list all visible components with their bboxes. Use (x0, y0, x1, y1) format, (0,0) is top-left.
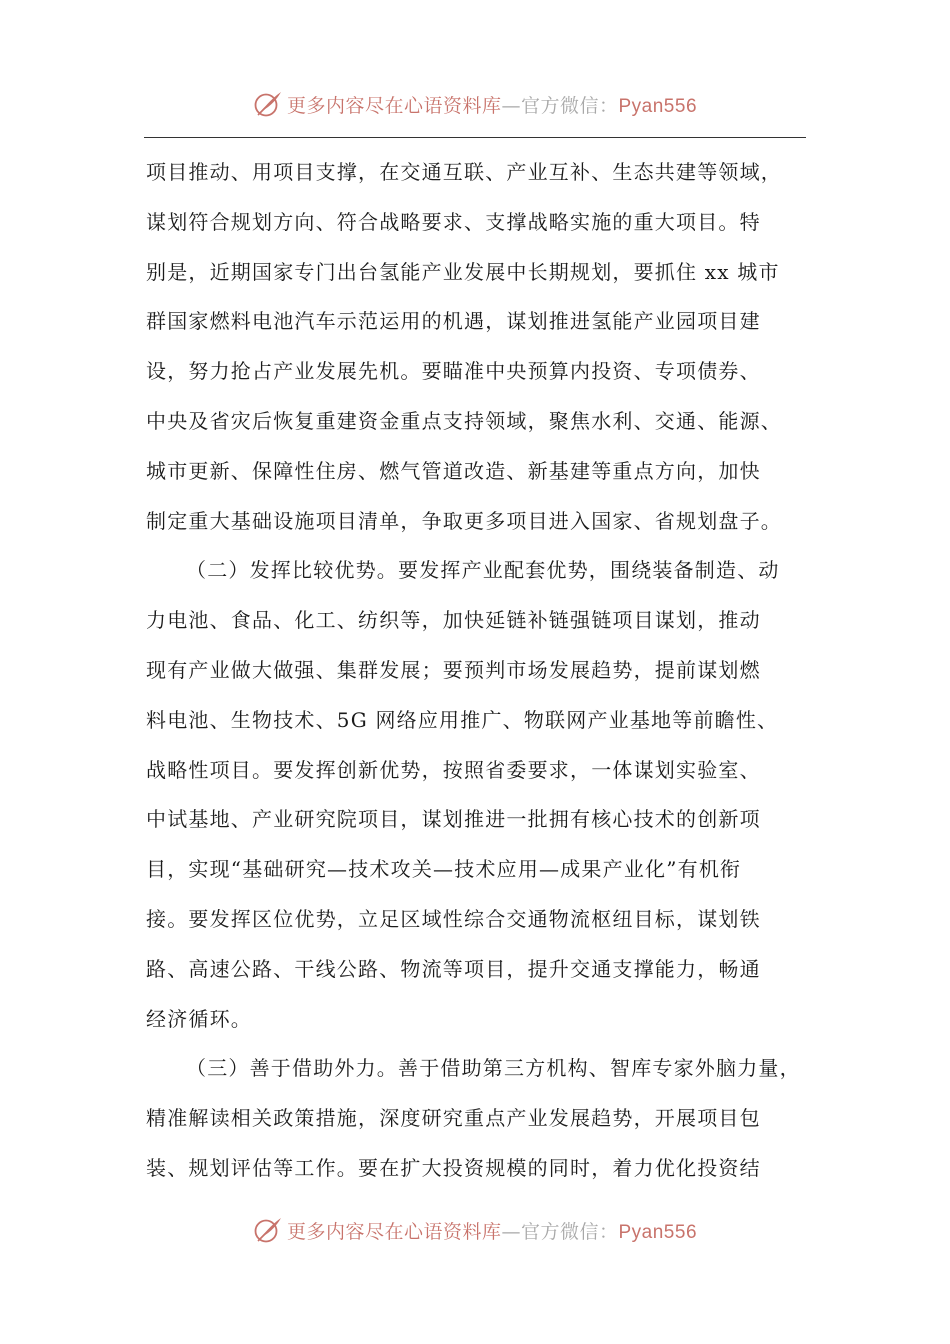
body-text-line: 精准解读相关政策措施，深度研究重点产业发展趋势，开展项目包 (146, 1106, 761, 1131)
banner-wechat-label: 官方微信： (520, 94, 619, 117)
body-text-line: 目，实现“基础研究—技术攻关—技术应用—成果产业化”有机衔 (146, 857, 742, 882)
body-text-line: 城市更新、保障性住房、燃气管道改造、新基建等重点方向，加快 (146, 458, 761, 483)
header-banner (0, 84, 950, 124)
body-text-line: 中试基地、产业研究院项目，谋划推进一批拥有核心技术的创新项 (146, 807, 761, 832)
banner-handle: Pyan556 (618, 95, 698, 117)
body-text-line: 接。要发挥区位优势，立足区域性综合交通物流枢纽目标，谋划铁 (146, 906, 761, 931)
banner-wechat-label: 官方微信： (520, 1220, 619, 1243)
body-text-line: 中央及省灾后恢复重建资金重点支持领域，聚焦水利、交通、能源、 (146, 408, 782, 433)
header-rule (144, 137, 806, 138)
body-text-line: 力电池、食品、化工、纺织等，加快延链补链强链项目谋划，推动 (146, 608, 761, 633)
banner-prefix: 更多内容尽在心语资料库 (286, 1220, 502, 1243)
quill-logo-icon (253, 89, 283, 119)
body-text-line: 装、规划评估等工作。要在扩大投资规模的同时，着力优化投资结 (146, 1155, 761, 1180)
banner-dash: — (501, 1220, 521, 1243)
quill-logo-icon (253, 1215, 283, 1245)
body-text-line: 别是，近期国家专门出台氢能产业发展中长期规划，要抓住 xx 城市 (146, 259, 780, 284)
body-text-line: 谋划符合规划方向、符合战略要求、支撑战略实施的重大项目。特 (146, 209, 761, 234)
document-body (146, 148, 814, 1194)
body-text-line: 项目推动、用项目支撑，在交通互联、产业互补、生态共建等领域， (146, 160, 782, 184)
body-text-line: （二）发挥比较优势。要发挥产业配套优势，围绕装备制造、动 (186, 558, 780, 583)
banner-text (287, 1217, 697, 1244)
body-text-line: 料电池、生物技术、5G 网络应用推广、物联网产业基地等前瞻性、 (146, 707, 779, 732)
footer-banner (0, 1210, 950, 1250)
body-text-line: 路、高速公路、干线公路、物流等项目，提升交通支撑能力，畅通 (146, 956, 761, 981)
body-text-line: （三）善于借助外力。善于借助第三方机构、智库专家外脑力量， (186, 1056, 801, 1081)
body-text-line: 设，努力抢占产业发展先机。要瞄准中央预算内投资、专项债券、 (146, 359, 761, 384)
body-text-line: 制定重大基础设施项目清单，争取更多项目进入国家、省规划盘子。 (146, 508, 782, 533)
banner-prefix: 更多内容尽在心语资料库 (286, 94, 502, 117)
body-text-line: 经济循环。 (146, 1006, 252, 1031)
banner-handle: Pyan556 (618, 1221, 698, 1243)
banner-dash: — (501, 94, 521, 117)
banner-text (287, 91, 697, 118)
body-text-line: 战略性项目。要发挥创新优势，按照省委要求，一体谋划实验室、 (146, 757, 761, 782)
body-text-line: 群国家燃料电池汽车示范运用的机遇，谋划推进氢能产业园项目建 (146, 309, 761, 334)
body-text-line: 现有产业做大做强、集群发展；要预判市场发展趋势，提前谋划燃 (146, 657, 761, 682)
